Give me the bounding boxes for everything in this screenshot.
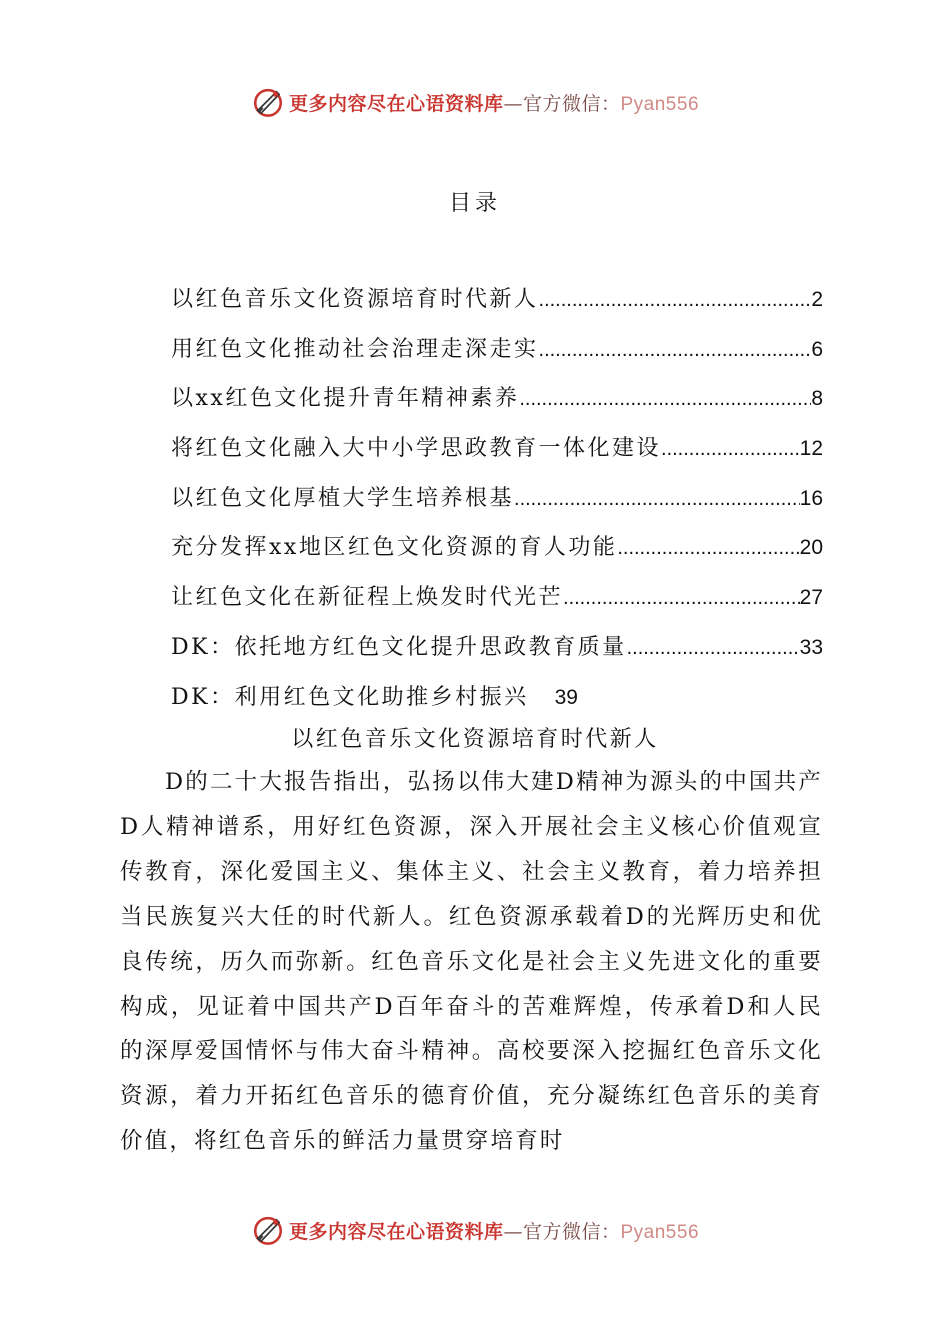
toc-entry-title: 充分发挥xx地区红色文化资源的育人功能 <box>171 535 618 561</box>
toc-entry-title: 以红色文化厚植大学生培养根基 <box>171 485 515 511</box>
toc-entry-title: 以xx红色文化提升青年精神素养 <box>171 386 520 412</box>
banner-main-text: 更多内容尽在心语资料库 <box>288 92 504 115</box>
banner-dash: — <box>503 1220 523 1243</box>
toc-entry[interactable] <box>171 530 823 580</box>
article-title: 以红色音乐文化资源培育时代新人 <box>291 727 659 752</box>
header-banner <box>0 82 950 122</box>
toc-entry[interactable] <box>171 481 823 531</box>
footer-banner <box>0 1210 950 1250</box>
toc-entry-page: 16 <box>799 486 823 510</box>
toc-leader-dots <box>519 388 811 411</box>
toc-entry[interactable] <box>171 381 823 431</box>
toc-leader-dots <box>539 289 812 312</box>
toc-entry-title: DK：利用红色文化助推乡村振兴 <box>171 684 529 710</box>
toc-entry[interactable] <box>171 630 823 680</box>
toc-leader-dots <box>563 587 800 610</box>
toc-entry-page: 33 <box>799 635 823 659</box>
toc-entry[interactable] <box>171 282 823 332</box>
toc-leader-dots <box>539 339 812 362</box>
toc-title: 目录 <box>448 191 501 216</box>
toc-leader-dots <box>617 537 799 560</box>
toc-entry-title: 将红色文化融入大中小学思政教育一体化建设 <box>171 436 662 462</box>
toc-entry-title: 以红色音乐文化资源培育时代新人 <box>171 287 539 312</box>
toc-entry-title: 用红色文化推动社会治理走深走实 <box>171 336 539 362</box>
toc-entry-page: 2 <box>811 288 823 311</box>
toc-entry[interactable] <box>171 580 823 630</box>
toc-entry-page: 39 <box>554 685 578 709</box>
toc-entry-page: 12 <box>799 437 823 461</box>
banner-sub-text: 官方微信： <box>522 92 621 115</box>
toc-entry-title: DK：依托地方红色文化提升思政教育质量 <box>171 634 627 660</box>
quill-logo-icon <box>251 1213 285 1247</box>
toc-leader-dots <box>627 637 800 660</box>
toc-entry-page: 8 <box>811 387 823 411</box>
banner-wechat-id: Pyan556 <box>620 93 700 115</box>
toc-entry[interactable] <box>171 431 823 481</box>
toc-leader-dots <box>661 438 800 461</box>
toc-entry[interactable] <box>171 332 823 382</box>
banner-text <box>289 1217 699 1244</box>
banner-sub-text: 官方微信： <box>522 1220 621 1243</box>
toc-entry-page: 20 <box>799 536 823 560</box>
banner-wechat-id: Pyan556 <box>620 1221 700 1243</box>
banner-text <box>289 89 699 116</box>
toc-entry-page: 6 <box>811 337 823 361</box>
quill-logo-icon <box>251 85 285 119</box>
toc-entry-page: 27 <box>799 586 823 610</box>
banner-dash: — <box>503 92 523 115</box>
toc-leader-dots <box>514 488 800 511</box>
table-of-contents <box>171 282 823 729</box>
banner-main-text: 更多内容尽在心语资料库 <box>288 1220 504 1243</box>
toc-entry-title: 让红色文化在新征程上焕发时代光芒 <box>171 585 564 611</box>
article-paragraph: D的二十大报告指出，弘扬以伟大建D精神为源头的中国共产D人精神谱系，用好红色资源，深入开展社会主义核心价值观宣传教育，深化爱国主义、集体主义、社会主义教育，着力培养担当民族复兴大任的时代新人。红色资源承载着D的光辉历史和优良传统，历久而弥新。红色音乐文化是社会主义先进文化的重要构成，见证着中国共产D百年奋斗的苦难辉煌，传承着D和人民的深厚爱国情怀与伟大奋斗精神。高校要深入挖掘红色音乐文化资源，着力开拓红色音乐的德育价值，充分凝练红色音乐的美育价值，将红色音乐的鲜活力量贯穿培育时 <box>120 769 823 1155</box>
